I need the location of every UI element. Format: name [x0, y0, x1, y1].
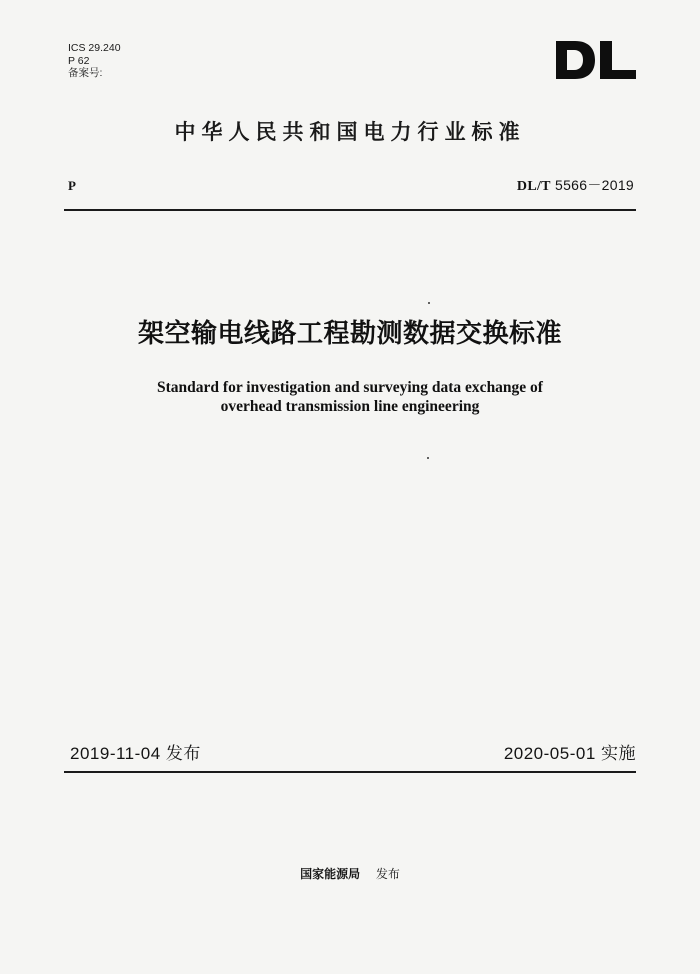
filing-number-label: 备案号:	[68, 67, 103, 79]
chinese-title: 架空输电线路工程勘测数据交换标准	[137, 319, 562, 349]
ics-code: ICS 29.240	[68, 42, 121, 54]
issue-word: 发布	[375, 867, 400, 881]
english-title-line-1: Standard for investigation and surveying data exchange of	[157, 379, 543, 396]
scan-speck	[428, 302, 430, 304]
classification-block	[68, 42, 121, 80]
standard-code: 5566－2019	[555, 177, 634, 193]
issue-date: 2019-11-04 发布	[70, 744, 201, 763]
issuer-line	[0, 865, 700, 882]
english-title-line-2: overhead transmission line engineering	[220, 398, 480, 415]
issuing-authority: 国家能源局	[300, 867, 361, 881]
dl-logo	[555, 40, 637, 80]
english-title	[0, 378, 700, 416]
category-code: P	[68, 178, 76, 193]
implementation-date: 2020-05-01 实施	[503, 744, 636, 763]
industry-standard-title: 中华人民共和国电力行业标准	[174, 120, 526, 144]
standard-number	[517, 175, 634, 195]
scan-speck	[427, 457, 429, 459]
ccs-code: P 62	[68, 54, 90, 67]
date-divider	[64, 771, 636, 773]
standard-prefix: DL/T	[516, 179, 551, 194]
header-divider	[64, 209, 636, 211]
